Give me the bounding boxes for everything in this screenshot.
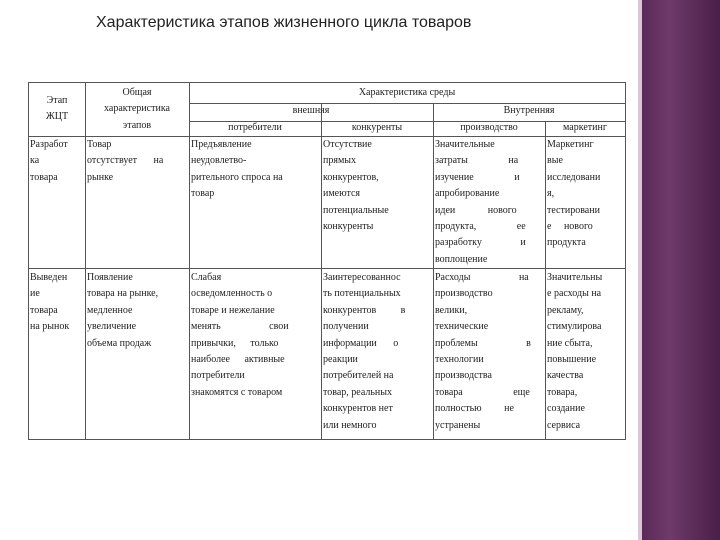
cell-line: или немного bbox=[323, 419, 377, 431]
cell-line: технические bbox=[435, 321, 489, 333]
cell-line: рекламу, bbox=[547, 304, 584, 316]
cell-line: технологии bbox=[435, 354, 484, 366]
header-external: внешняя bbox=[292, 105, 330, 116]
cell-line: Отсутствие bbox=[323, 139, 372, 150]
cell-line: я, bbox=[547, 188, 555, 200]
row1-stage bbox=[30, 137, 84, 186]
cell-line: товара еще bbox=[435, 386, 530, 398]
cell-line: товара на рынке, bbox=[87, 288, 159, 300]
row2-consumers bbox=[191, 270, 320, 401]
cell-line: потребители bbox=[191, 370, 245, 382]
cell-line: рительного спроса на bbox=[191, 171, 283, 183]
cell-line: товара, bbox=[547, 386, 578, 398]
cell-line: ие bbox=[30, 288, 40, 300]
row2-stage bbox=[30, 270, 84, 336]
cell-line: затраты на bbox=[435, 155, 519, 167]
cell-line: отсутствует на bbox=[87, 155, 164, 167]
document-table bbox=[28, 82, 626, 440]
cell-line: привычки, только bbox=[191, 337, 279, 349]
cell-line: воплощение bbox=[435, 253, 488, 265]
cell-line: товаре и нежелание bbox=[191, 304, 275, 316]
cell-line: Значительные bbox=[435, 139, 495, 150]
cell-line: вые bbox=[547, 155, 563, 167]
cell-line: устранены bbox=[435, 419, 481, 431]
cell-line: Слабая bbox=[191, 272, 222, 283]
header-marketing: маркетинг bbox=[563, 122, 607, 133]
cell-line: полностью не bbox=[435, 403, 514, 415]
cell-line: разработку и bbox=[435, 237, 526, 249]
cell-line: неудовлетво- bbox=[191, 155, 247, 167]
slide-title: Характеристика этапов жизненного цикла товаров bbox=[96, 14, 472, 31]
cell-line: конкурентов, bbox=[323, 171, 379, 183]
cell-line: конкурентов нет bbox=[323, 403, 393, 415]
row2-marketing bbox=[547, 270, 624, 434]
header-stage bbox=[29, 93, 85, 126]
cell-line: получении bbox=[323, 321, 369, 333]
cell-line: рынке bbox=[87, 171, 114, 183]
cell-line: товар bbox=[191, 188, 215, 200]
cell-line: знакомятся с товаром bbox=[191, 386, 283, 398]
cell-line: Расходы на bbox=[435, 272, 529, 283]
grid-line bbox=[545, 121, 546, 439]
cell-line: товара bbox=[30, 171, 58, 183]
cell-line: исследовани bbox=[547, 171, 601, 183]
cell-line: увеличение bbox=[87, 321, 137, 333]
cell-line: стимулирова bbox=[547, 321, 602, 333]
row2-production bbox=[435, 270, 544, 434]
cell-line: Выведен bbox=[30, 272, 68, 283]
cell-line: потребителей на bbox=[323, 370, 394, 382]
cell-line: апробирование bbox=[435, 188, 500, 200]
cell-line: Заинтересованнос bbox=[323, 272, 401, 283]
header-general-line: характеристика bbox=[104, 103, 170, 115]
cell-line: имеются bbox=[323, 188, 360, 200]
cell-line: объема продаж bbox=[87, 337, 152, 349]
cell-line: потенциальные bbox=[323, 204, 389, 216]
cell-line: ние сбыта, bbox=[547, 337, 593, 349]
cell-line: создание bbox=[547, 403, 585, 415]
cell-line: менять свои bbox=[191, 321, 289, 333]
cell-line: сервиса bbox=[547, 419, 581, 431]
cell-line: Предъявление bbox=[191, 139, 252, 150]
cell-line: Маркетинг bbox=[547, 139, 594, 150]
cell-line: прямых bbox=[323, 155, 356, 167]
cell-line: товара bbox=[30, 304, 58, 316]
cell-line: Товар bbox=[87, 139, 112, 150]
cell-line: Появление bbox=[87, 272, 133, 283]
cell-line: наиболее активные bbox=[191, 354, 285, 366]
row1-production bbox=[435, 137, 544, 268]
row2-general bbox=[87, 270, 188, 352]
cell-line: повышение bbox=[547, 354, 597, 366]
row1-competitors bbox=[323, 137, 432, 235]
cell-line: тестировани bbox=[547, 204, 600, 216]
header-internal: Внутренняя bbox=[503, 105, 555, 116]
cell-line: велики, bbox=[435, 304, 468, 316]
cell-line: информации о bbox=[323, 337, 399, 349]
decorative-side-band bbox=[642, 0, 720, 540]
header-general bbox=[85, 85, 189, 134]
cell-line: е расходы на bbox=[547, 288, 602, 300]
cell-line: производство bbox=[435, 288, 493, 300]
cell-line: товар, реальных bbox=[323, 386, 392, 398]
cell-line: конкурентов в bbox=[323, 304, 406, 316]
cell-line: конкуренты bbox=[323, 221, 374, 233]
cell-line: проблемы в bbox=[435, 337, 531, 349]
header-consumers: потребители bbox=[228, 122, 282, 133]
row1-general bbox=[87, 137, 188, 186]
cell-line: продукта bbox=[547, 237, 586, 249]
cell-line: медленное bbox=[87, 304, 133, 316]
cell-line: ть потенциальных bbox=[323, 288, 401, 300]
cell-line: е нового bbox=[547, 221, 593, 233]
cell-line: осведомленность о bbox=[191, 288, 273, 300]
grid-line bbox=[433, 103, 434, 439]
cell-line: Разработ bbox=[30, 139, 68, 150]
cell-line: Значительны bbox=[547, 272, 603, 283]
cell-line: реакции bbox=[323, 354, 358, 366]
header-stage-line: Этап bbox=[46, 95, 68, 106]
cell-line: качества bbox=[547, 370, 584, 382]
row2-competitors bbox=[323, 270, 432, 434]
header-stage-line: ЖЦТ bbox=[45, 111, 69, 123]
header-competitors: конкуренты bbox=[351, 122, 403, 133]
header-general-line: Общая bbox=[122, 87, 152, 98]
header-production: производство bbox=[460, 122, 518, 133]
cell-line: идеи нового bbox=[435, 204, 517, 216]
header-environment: Характеристика среды bbox=[358, 87, 456, 98]
cell-line: на рынок bbox=[30, 321, 70, 333]
cell-line: ка bbox=[30, 155, 40, 167]
cell-line: продукта, ее bbox=[435, 221, 526, 233]
cell-line: производства bbox=[435, 370, 492, 382]
row1-consumers bbox=[191, 137, 320, 203]
header-general-line: этапов bbox=[122, 119, 152, 131]
cell-line: изучение и bbox=[435, 171, 520, 183]
row1-marketing bbox=[547, 137, 624, 252]
grid-line bbox=[321, 103, 322, 439]
